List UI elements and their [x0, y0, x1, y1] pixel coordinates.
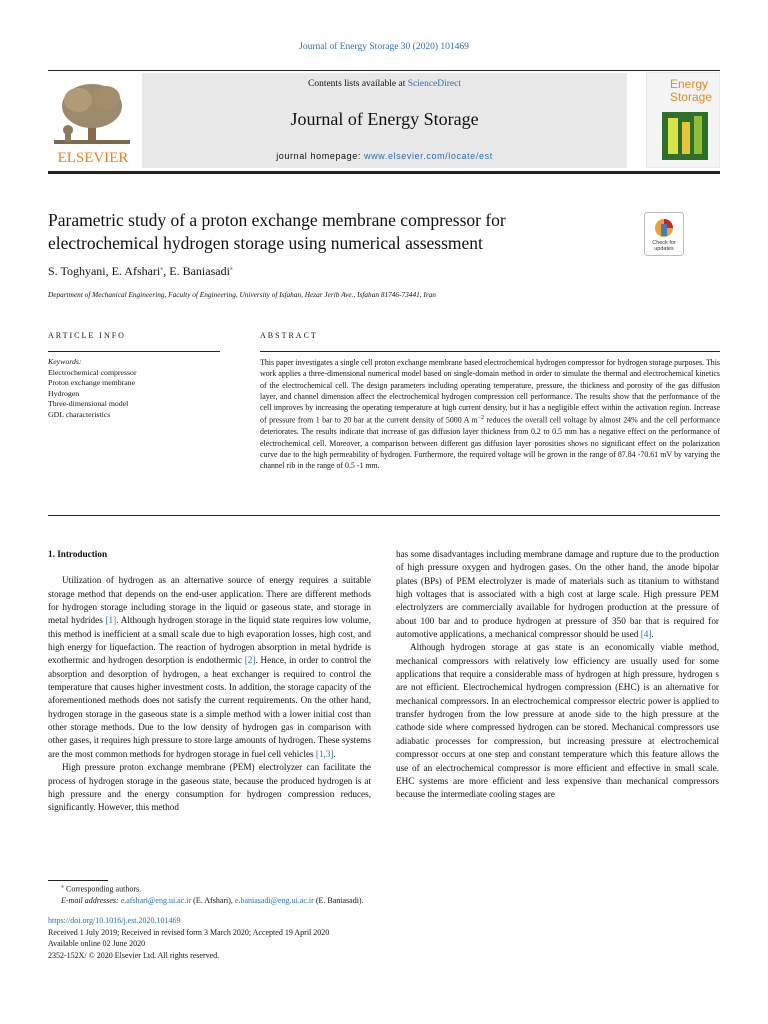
article-title: Parametric study of a proton exchange membrane compressor for electrochemical hydrogen storage using numerical assessment — [48, 210, 506, 253]
author-name[interactable]: E. Baniasadi — [169, 264, 230, 278]
homepage-line: journal homepage: www.elsevier.com/locate/est — [276, 151, 493, 161]
keywords-block — [48, 357, 137, 421]
keywords-label: Keywords: — [48, 357, 82, 366]
citation-link[interactable]: [1,3] — [315, 748, 334, 759]
cover-title-line1: Energy — [669, 77, 708, 91]
header-rule-top — [48, 70, 720, 71]
sciencedirect-link[interactable]: ScienceDirect — [407, 79, 461, 89]
article-info-heading: ARTICLE INFO — [48, 331, 126, 340]
header-rule-bottom — [48, 171, 720, 174]
doi-link[interactable]: https://doi.org/10.1016/j.est.2020.101469 — [48, 916, 181, 925]
email-link[interactable]: e.afshari@eng.ui.ac.ir — [120, 895, 192, 905]
email-note: E-mail addresses: e.afshari@eng.ui.ac.ir (E. Afshari), e.baniasadi@eng.ui.ac.ir (E. Baniasadi). — [61, 895, 364, 905]
contents-line: Contents lists available at ScienceDirect — [307, 79, 461, 89]
author-name[interactable]: E. Afshari — [111, 264, 161, 278]
citation-link[interactable]: [1] — [105, 615, 117, 626]
corresponding-marker[interactable]: ⁎ — [229, 266, 233, 272]
paragraph: Although hydrogen storage at gas state is an economically viable method, mechanical compressors with relatively low efficiency are usually used for some applications that require a considerable mass of hydrogen at high pressure, hydrogen s are not efficient. Electrochemical hydrogen compression (EHC) is an alternative for mechanical compressors. In an electrochemical compressor electric power is applied to transfer hydrogen from the low pressure at anode side to the high pressure at the cathode side where compressed hydrogen can be stored. Mechanical compressors use adiabatic processes for compression, but increasing pressure at electrochemical compressor occurs at one step and constant temperature which this feature allows the use of an electrochemical compressor is more efficient and effective in small scale. EHC systems are more efficient and less expensive than mechanical compressors because the intermediate cooling stages are — [396, 642, 719, 800]
journal-citation[interactable]: Journal of Energy Storage 30 (2020) 101469 — [299, 42, 469, 52]
elsevier-wordmark: ELSEVIER — [57, 150, 129, 166]
keyword-item[interactable]: Hydrogen — [48, 388, 80, 398]
copyright: 2352-152X/ © 2020 Elsevier Ltd. All rights reserved. — [48, 950, 220, 960]
crossmark-label: Check for updates — [652, 240, 676, 252]
article-metadata — [48, 915, 329, 961]
keyword-item[interactable]: Electrochemical compressor — [48, 367, 137, 377]
keyword-item[interactable]: Proton exchange membrane — [48, 378, 136, 388]
abstract-bottom-rule — [48, 515, 720, 516]
body-column-left — [48, 548, 371, 815]
paragraph: Utilization of hydrogen as an alternative source of energy requires a suitable storage method that depends on the end-user application. There are different methods for hydrogen storage including storage in the liquid or gaseous state, and storage in metal hydrides [1]. Although hydrogen storage in the liquid state requires low volume, this method is inefficient at a small scale due to high evaporation losses, high cost, and high energy for liquefaction. The reaction of hydrogen absorption in metal hydride is exothermic and hydrogen desorption is endothermic [2]. Hence, in order to control the absorption and desorption of hydrogen, a heat exchanger is required to control the temperature that causes higher investment costs. In addition, the storage capacity of the aforementioned methods does not satisfy the current requirements. On the other hand, hydrogen storage in the gaseous state is a simple method with a lower initial cost than other storage methods. Due to the low density of hydrogen gas in comparison with other gases, it requires high pressure to store large amounts of hydrogen. These systems are the most common methods for hydrogen storage in fuel cell vehicles [1,3]. — [48, 575, 371, 759]
abstract-text: This paper investigates a single cell proton exchange membrane based electrochemical hydrogen compressor for hydrogen storage purposes. This work applies a three-dimensional numerical model based on single-domain method in order to simulate the thermal and electrochemical kinetics of the electrochemical cell. The design parameters including operating temperature, pressure, the thickness and porosity of the gas diffusion layer, and channel dimension affect the electrochemical hydrogen compression cell performance. The results show that the performance of the cell improves by increasing the operating temperature at high current density, but it has a negligible effect within the activation region. Increase of pressure from 1 bar to 20 bar at the current density of 5000 A $m^{-2}$ reduces the overall cell voltage by almost 24% and the cell performance deteriorates. The results indicate that increase of gas diffusion layer thickness from 0.2 to 0.5 mm has a negative effect on the performance of electrochemical cell. Moreover, a comparison between different gas diffusion layer porosities shows no significant effect on the polarization curve due to the high permeability of hydrogen. Furthermore, the required voltage will be grown in the range of 87.84 -70.61 mV by varying the channel rib in the range of 0.5 -1 mm. — [260, 358, 720, 471]
cover-image-icon — [662, 112, 708, 160]
check-for-updates-icon[interactable] — [644, 212, 684, 256]
abstract-heading: ABSTRACT — [260, 331, 318, 340]
received-dates: Received 1 July 2019; Received in revised form 3 March 2020; Accepted 19 April 2020 — [48, 927, 330, 937]
elsevier-logo[interactable] — [48, 78, 138, 166]
cover-title-line2: Storage — [669, 90, 712, 104]
corresponding-marker[interactable]: ⁎ — [160, 266, 164, 272]
citation-link[interactable]: [4] — [640, 629, 652, 640]
author-name[interactable]: S. Toghyani — [48, 264, 106, 278]
online-date: Available online 02 June 2020 — [48, 939, 146, 949]
journal-banner — [142, 73, 627, 168]
section-heading: 1. Introduction — [48, 549, 108, 559]
corresponding-note: ⁎ Corresponding authors. — [61, 884, 142, 894]
body-column-right — [396, 548, 719, 802]
paragraph: High pressure proton exchange membrane (PEM) electrolyzer can facilitate the process of hydrogen storage in the gaseous state, because the produced hydrogen is at high pressure and the energy consumption for hydrogen compression reduces, significantly. However, this method — [48, 762, 371, 813]
paragraph: has some disadvantages including membrane damage and rupture due to the production of high pressure oxygen and hydrogen gases. On the other hand, the anode bipolar plates (BPs) of PEM electrolyzer is made of materials such as titanium to withstand high voltages that is associated with a high cost at large scale. High pressure PEM electrolyzers are commercially available for hydrogen production at the pressure of about 100 bar and to produce hydrogen at pressure of 350 bar that is required for automotive applications, a mechanical compressor should be used [4]. — [396, 549, 719, 640]
footnote-rule — [48, 880, 108, 881]
email-link[interactable]: e.baniasadi@eng.ui.ac.ir — [234, 895, 314, 905]
homepage-link[interactable]: www.elsevier.com/locate/est — [364, 151, 493, 161]
affiliation: Department of Mechanical Engineering, Faculty of Engineering, University of Isfahan, Hezar Jerib Ave., Isfahan 81746-73441, Iran — [48, 290, 436, 299]
author-list: S. Toghyani, E. Afshari⁎, E. Baniasadi⁎ — [48, 264, 233, 278]
article-info-rule — [48, 351, 220, 352]
keyword-item[interactable]: GDL characteristics — [48, 409, 111, 419]
journal-title: Journal of Energy Storage — [290, 109, 479, 129]
journal-cover-thumbnail[interactable] — [646, 72, 720, 168]
keyword-item[interactable]: Three-dimensional model — [48, 399, 129, 409]
footnotes — [48, 882, 364, 906]
elsevier-tree-icon — [54, 84, 130, 144]
abstract-rule — [260, 351, 720, 352]
citation-link[interactable]: [2] — [244, 655, 256, 666]
